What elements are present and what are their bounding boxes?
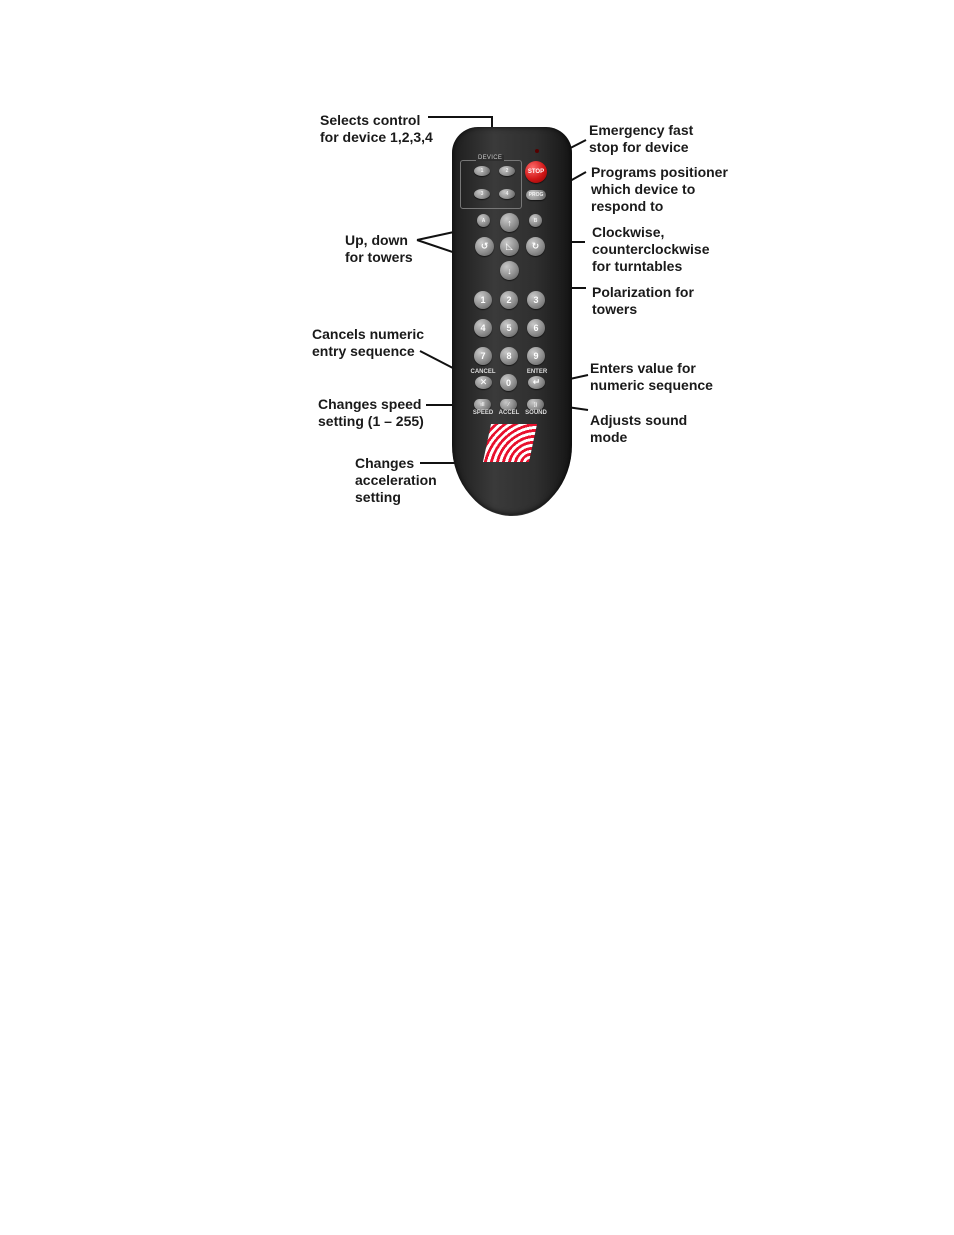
number-1-button[interactable]: 1 (474, 291, 492, 309)
number-2-button[interactable]: 2 (500, 291, 518, 309)
label-accel: Changes acceleration setting (355, 455, 437, 505)
number-4-button[interactable]: 4 (474, 319, 492, 337)
enter-caption: ENTER (526, 369, 548, 375)
number-5-button[interactable]: 5 (500, 319, 518, 337)
number-0-button[interactable]: 0 (500, 374, 517, 391)
device-2-button[interactable]: 2 (499, 166, 515, 176)
number-3-button[interactable]: 3 (527, 291, 545, 309)
speed-icon[interactable]: ıll (474, 399, 491, 410)
accel-caption: ACCEL (498, 410, 520, 416)
sound-icon[interactable]: )) (527, 399, 544, 410)
label-clockwise: Clockwise, counterclockwise for turntables (592, 224, 710, 274)
cancel-caption: CANCEL (470, 369, 496, 375)
label-speed: Changes speed setting (1 – 255) (318, 396, 424, 429)
label-sound: Adjusts sound mode (590, 412, 688, 445)
number-7-button[interactable]: 7 (474, 347, 492, 365)
brand-logo-icon (483, 424, 537, 462)
polarization-icon[interactable]: ◺ (500, 237, 519, 256)
status-led (535, 149, 539, 153)
label-cancel: Cancels numeric entry sequence (312, 326, 425, 359)
label-enter: Enters value for numeric sequence (590, 360, 713, 393)
enter-icon[interactable]: ↵ (528, 376, 545, 389)
number-9-button[interactable]: 9 (527, 347, 545, 365)
clockwise-icon[interactable]: ↻ (526, 237, 545, 256)
stop-button[interactable]: STOP (525, 161, 547, 183)
number-6-button[interactable]: 6 (527, 319, 545, 337)
device-4-button[interactable]: 4 (499, 189, 515, 199)
label-device-select: Selects control for device 1,2,3,4 (320, 112, 433, 145)
device-group-label: DEVICE (478, 155, 503, 161)
accel-icon[interactable]: ⁄ (500, 399, 517, 410)
b-button[interactable]: B (529, 214, 542, 227)
device-3-button[interactable]: 3 (474, 189, 490, 199)
label-up-down: Up, down for towers (345, 232, 413, 265)
counterclockwise-icon[interactable]: ↺ (475, 237, 494, 256)
label-emergency-stop: Emergency fast stop for device (589, 122, 694, 155)
label-program: Programs positioner which device to respond to (591, 164, 728, 214)
sound-caption: SOUND (525, 410, 547, 416)
prog-button[interactable]: PROG (526, 190, 546, 200)
cancel-icon[interactable]: ✕ (475, 376, 492, 389)
label-polarization: Polarization for towers (592, 284, 694, 317)
up-arrow-icon[interactable]: ↑ (500, 213, 519, 232)
a-button[interactable]: A (477, 214, 490, 227)
number-8-button[interactable]: 8 (500, 347, 518, 365)
speed-caption: SPEED (472, 410, 494, 416)
device-1-button[interactable]: 1 (474, 166, 490, 176)
down-arrow-icon[interactable]: ↓ (500, 261, 519, 280)
